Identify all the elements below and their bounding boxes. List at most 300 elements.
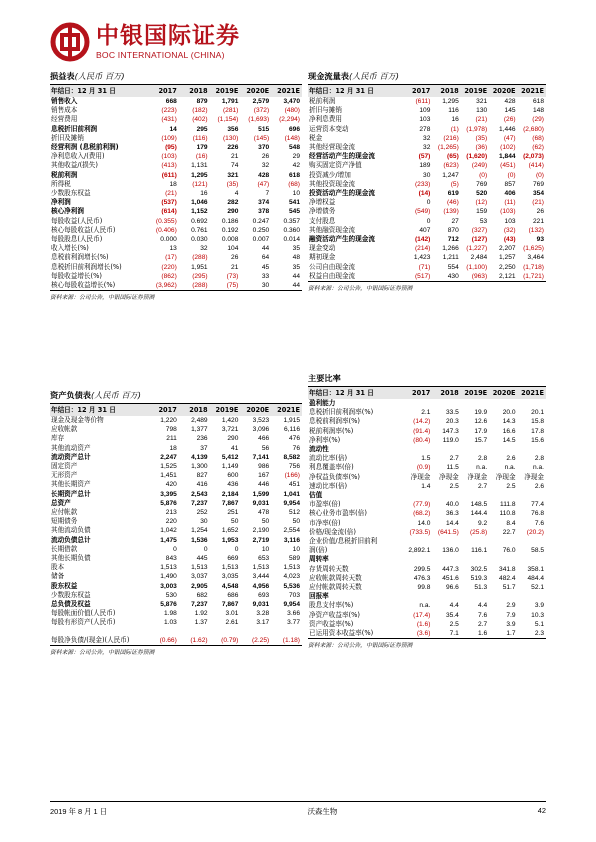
table-cell: 0.007 [252, 236, 270, 244]
table-row [50, 217, 302, 226]
table-cell: 116.1 [471, 547, 488, 555]
table-cell: (77.9) [413, 501, 431, 509]
row-label: 其他收益/(损失) [51, 161, 98, 170]
table-cell: 354 [532, 190, 544, 198]
table-cell: 109 [419, 107, 431, 115]
table-cell: 769 [532, 180, 544, 188]
table-cell: 0.692 [191, 217, 208, 225]
table-cell: 26 [536, 208, 544, 216]
table-cell: 295 [196, 125, 208, 133]
row-label: 其他流动资产 [51, 443, 91, 452]
table-row [308, 207, 546, 216]
row-label: 净权益负债率(%) [309, 472, 360, 481]
row-label: 市净率(倍) [309, 518, 341, 527]
row-label: 净利率(%) [309, 435, 341, 444]
table-cell: 4,023 [283, 573, 300, 581]
table-cell: 669 [227, 555, 239, 563]
row-label: 核心净利润 [51, 207, 84, 216]
table-cell: (214) [414, 245, 431, 253]
table-cell: 30 [423, 171, 431, 179]
table-cell: 1,953 [221, 536, 239, 544]
table-cell [404, 592, 432, 601]
table-cell: 428 [258, 171, 270, 179]
table-cell: (1,625) [523, 245, 544, 253]
table-row [50, 499, 302, 508]
table-cell: 290 [227, 435, 239, 443]
table-cell: (21) [475, 116, 488, 124]
table-cell: (32) [503, 226, 516, 234]
table-cell: 1.7 [506, 630, 516, 638]
table-row [50, 453, 302, 462]
table-cell: 11.5 [446, 464, 459, 472]
table-cell: 2,905 [191, 582, 208, 590]
table-cell: 96.6 [445, 584, 459, 592]
table-row [308, 629, 546, 638]
table-cell: (121) [192, 180, 208, 188]
table-cell: 7,141 [252, 453, 270, 461]
table-cell: 282 [227, 199, 239, 207]
table-row [308, 482, 546, 491]
table-cell: 2.3 [534, 630, 544, 638]
table-cell: (0.9) [416, 464, 431, 472]
table-cell [461, 555, 489, 564]
table-cell: 21 [231, 153, 239, 161]
table-cell: (103) [161, 153, 177, 161]
table-cell: 32 [200, 245, 208, 253]
table-cell: 148 [532, 107, 544, 115]
row-label: 周转率 [309, 555, 329, 564]
table-row [50, 97, 302, 106]
table-cell: (68.2) [413, 510, 431, 518]
table-cell: 37 [200, 444, 208, 452]
table-cell: 3,035 [221, 573, 239, 581]
table-cell: 1,220 [160, 417, 177, 424]
table-cell [518, 491, 546, 500]
balance-unit-text: (人民币 百万) [90, 390, 141, 400]
income-header-year: 2019E [215, 87, 239, 95]
balance-source-note: 资料来源：公司公告，中银国际证券预测 [50, 645, 302, 658]
table-cell: 77.4 [531, 501, 544, 509]
table-cell: 3.66 [287, 610, 300, 618]
table-cell: 22.7 [502, 528, 516, 536]
table-cell: 35 [292, 245, 300, 253]
table-cell: 1,513 [283, 564, 300, 572]
table-cell: (11) [504, 199, 516, 207]
table-row [308, 427, 546, 436]
table-cell: 0.761 [191, 226, 208, 234]
table-cell: 374 [258, 199, 270, 207]
table-row [308, 171, 546, 180]
ratios-source-note: 资料来源：公司公告，中银国际证券预测 [308, 638, 546, 651]
table-row [50, 263, 302, 272]
table-cell: 2,121 [499, 272, 516, 280]
table-row [50, 198, 302, 207]
table-cell: 484.4 [527, 574, 544, 582]
table-cell: 2.5 [449, 482, 459, 490]
table-cell: 1,490 [160, 573, 177, 581]
table-cell: (14.2) [413, 418, 431, 426]
table-cell: (43) [503, 236, 516, 244]
table-cell: 4,548 [221, 582, 239, 590]
table-cell: 226 [227, 144, 239, 152]
table-row [50, 471, 302, 480]
table-cell: 14.5 [502, 436, 516, 444]
table-cell [432, 399, 460, 408]
table-cell: 10 [292, 190, 300, 198]
table-cell: 5,876 [160, 601, 177, 609]
table-cell: 179 [196, 144, 208, 152]
table-cell: 2.6 [534, 482, 544, 490]
row-label: 净增权益 [309, 198, 336, 207]
table-row [308, 463, 546, 472]
ratios-header-year: 2017 [412, 389, 431, 397]
table-cell: 221 [532, 217, 544, 225]
table-cell: 428 [504, 98, 516, 105]
table-cell: 51.7 [502, 584, 516, 592]
row-label: 股息支付率(%) [309, 601, 354, 610]
table-cell: (57) [418, 153, 431, 161]
table-cell: (372) [253, 107, 270, 115]
table-cell: (402) [192, 116, 208, 124]
table-cell: 0.192 [221, 226, 239, 234]
table-cell: 358.1 [527, 565, 544, 573]
table-cell: 520 [476, 190, 488, 198]
table-cell: 1,247 [442, 171, 459, 179]
row-label: 总负债及权益 [51, 600, 91, 609]
table-cell: (109) [161, 134, 177, 142]
row-label: 折旧及摊销 [51, 133, 84, 142]
table-row [50, 545, 302, 554]
table-cell: 17.8 [531, 427, 544, 435]
table-cell: 0.357 [283, 217, 300, 225]
table-cell: (733.5) [409, 528, 431, 536]
table-cell: (295) [192, 272, 208, 280]
table-cell: (130) [222, 134, 239, 142]
table-cell: 1,423 [413, 254, 431, 262]
table-cell: (91.4) [413, 427, 431, 435]
row-label: 企业价值/息税折旧前利 [309, 537, 378, 546]
row-label: 少数股东权益 [51, 189, 91, 198]
row-label: 净利息费用 [309, 115, 342, 124]
row-label: 固定资产 [51, 462, 78, 471]
table-cell: (142) [414, 236, 431, 244]
table-cell: 416 [196, 481, 208, 489]
table-row [50, 582, 302, 591]
table-cell: 2,207 [499, 245, 516, 253]
table-cell: 30 [200, 518, 208, 526]
table-cell: 1,257 [499, 254, 516, 262]
table-row [308, 574, 546, 583]
row-label: 现金及现金等价物 [51, 416, 104, 424]
row-label: 息税前利润率(%) [309, 417, 360, 426]
table-cell: 26 [261, 153, 270, 161]
table-cell: (182) [192, 107, 208, 115]
table-cell: 1,377 [191, 426, 208, 434]
table-cell: 0 [203, 545, 208, 553]
table-row [308, 528, 546, 537]
table-cell: 554 [447, 263, 459, 271]
table-row [50, 244, 302, 253]
table-cell: 278 [419, 125, 431, 133]
ratios-panel [308, 372, 546, 651]
income-header-row [50, 85, 302, 97]
balance-header-label: 年结日：12 月 31 日 [51, 406, 116, 414]
table-cell: (614) [161, 208, 177, 216]
cashflow-header-year: 2020E [492, 87, 516, 95]
table-cell: 2,247 [160, 453, 177, 461]
table-cell: 3,003 [160, 582, 177, 590]
balance-header-year: 2019E [215, 406, 239, 414]
table-cell: 2,489 [191, 417, 208, 424]
table-cell: (1.18) [282, 636, 300, 644]
table-row [50, 416, 302, 425]
table-row [308, 491, 546, 500]
table-cell: 5.1 [534, 620, 544, 628]
table-cell: 1,951 [191, 263, 208, 271]
table-cell: 1,254 [191, 527, 208, 535]
table-cell: 3.77 [287, 619, 300, 627]
table-row [308, 253, 546, 262]
cashflow-panel [308, 70, 546, 294]
table-cell [461, 491, 489, 500]
footer-date: 2019 年 8 月 1 日 [50, 807, 108, 816]
table-cell: 9.2 [478, 519, 488, 527]
row-label: 应付帐款 [51, 508, 78, 517]
row-label: 期初现金 [309, 253, 336, 262]
table-cell: 3.28 [256, 610, 270, 618]
row-label: 权益自由现金流 [309, 271, 356, 280]
income-header-year: 2021E [277, 87, 300, 95]
row-label: 每股帐面价值(人民币) [51, 609, 116, 618]
table-cell: (62) [532, 144, 544, 152]
table-row [308, 125, 546, 134]
table-cell: 1,266 [442, 245, 459, 253]
table-cell: 51.3 [474, 584, 488, 592]
table-cell: 2.9 [506, 602, 516, 610]
row-label: 息税折旧前利润增长(%) [51, 262, 122, 271]
table-cell: 15.8 [531, 418, 544, 426]
table-cell: 50 [261, 518, 270, 526]
table-cell: 870 [447, 226, 459, 234]
table-cell: (0) [507, 171, 516, 179]
table-cell: 0 [426, 217, 431, 225]
row-label: 公司自由现金流 [309, 262, 356, 271]
table-cell: 7.1 [449, 630, 459, 638]
table-cell: 0.250 [252, 226, 270, 234]
table-cell: 15.6 [531, 436, 544, 444]
table-cell: 2,184 [221, 490, 239, 498]
table-cell: 476.3 [413, 574, 431, 582]
cashflow-title [308, 70, 546, 85]
table-cell: 1,131 [191, 162, 208, 170]
table-row [50, 253, 302, 262]
table-cell: 5,412 [221, 453, 239, 461]
ratios-title-text: 主要比率 [308, 373, 341, 383]
table-cell: (26) [503, 116, 516, 124]
row-label: 总资产 [51, 498, 71, 507]
table-cell: 519.3 [470, 574, 488, 582]
table-cell [404, 491, 432, 500]
table-cell: (431) [161, 116, 177, 124]
table-cell: 1,420 [221, 417, 239, 424]
table-cell: 35.4 [445, 611, 459, 619]
table-cell: 1.03 [163, 619, 177, 627]
table-cell: 58.5 [531, 547, 544, 555]
table-row [308, 546, 546, 555]
table-row [50, 636, 302, 645]
table-cell: 1,149 [221, 463, 239, 471]
cashflow-header-year: 2017 [412, 87, 431, 95]
table-row [308, 217, 546, 226]
table-cell: 53 [479, 217, 488, 225]
table-cell [404, 399, 432, 408]
table-cell: 3.9 [534, 602, 544, 610]
row-label: 已运用资本收益率(%) [309, 629, 374, 638]
table-cell: 111.8 [500, 501, 516, 509]
table-cell: 净现金 [439, 473, 459, 481]
table-cell: 16.6 [502, 427, 516, 435]
table-cell: 2,250 [499, 263, 516, 271]
row-label: 销售收入 [51, 97, 78, 105]
row-label: 经营费用 [51, 115, 78, 124]
table-row [50, 434, 302, 443]
row-label: 存货周转天数 [309, 564, 349, 573]
table-cell: 378 [258, 208, 270, 216]
table-row [50, 591, 302, 600]
income-unit-text: (人民币 百万) [74, 71, 125, 81]
spacer-row [50, 628, 302, 636]
table-cell: (47) [257, 180, 270, 188]
table-cell: (623) [443, 162, 459, 170]
table-cell: 14.3 [502, 418, 516, 426]
row-label: 应付帐款周转天数 [309, 583, 362, 592]
table-cell: 1,295 [442, 98, 459, 105]
table-cell [489, 491, 517, 500]
table-cell: (249) [471, 162, 488, 170]
footer-page-number: 42 [537, 806, 546, 815]
table-cell: (21) [532, 199, 544, 207]
table-cell: 9,954 [283, 601, 300, 609]
table-cell: 93 [536, 236, 544, 244]
table-cell: 3,116 [283, 536, 300, 544]
row-label: 盈利能力 [309, 399, 336, 407]
table-cell: (1,721) [523, 272, 544, 280]
row-label: 支付股息 [309, 216, 336, 225]
table-cell: n.a. [419, 602, 431, 610]
table-cell: 1,536 [191, 536, 208, 544]
row-label: 息税折旧前利润 [51, 124, 98, 133]
table-cell: (2,073) [523, 153, 544, 161]
table-cell: 2,484 [470, 254, 488, 262]
table-cell: 147.3 [442, 427, 459, 435]
row-label: 应收帐款周转天数 [309, 573, 362, 582]
row-label: 所得税 [51, 179, 71, 188]
row-label: 利息覆盖率(倍) [309, 463, 354, 472]
table-cell: 1.5 [421, 455, 431, 463]
table-cell: (2,680) [523, 125, 544, 133]
table-cell: (216) [443, 134, 459, 142]
table-cell: 3,096 [252, 426, 270, 434]
row-label: 短期债务 [51, 517, 78, 526]
table-cell: 3,395 [160, 490, 177, 498]
table-cell: (3,962) [155, 282, 177, 290]
table-cell: (451) [500, 162, 516, 170]
table-row [308, 611, 546, 620]
table-row [308, 500, 546, 509]
row-label: 其他流动负债 [51, 526, 91, 535]
income-header-year: 2020E [246, 87, 270, 95]
logo-chinese-name: 中银国际证券 [96, 22, 240, 49]
table-cell: (414) [528, 162, 544, 170]
table-cell: 2.5 [506, 482, 516, 490]
table-cell: (413) [161, 162, 177, 170]
income-table [50, 85, 302, 290]
table-cell: (95) [165, 144, 177, 152]
table-cell: 1,211 [442, 254, 459, 262]
table-cell: 27 [451, 217, 459, 225]
row-label: 现金变动 [309, 244, 336, 253]
cashflow-unit-text: (人民币 百万) [348, 71, 399, 81]
table-row [50, 125, 302, 134]
table-row [308, 408, 546, 417]
row-label: 税前利润 [309, 97, 336, 105]
table-cell: 26 [231, 254, 239, 262]
table-cell: 8.4 [506, 519, 516, 527]
table-cell: 1,042 [160, 527, 177, 535]
table-cell: 44 [292, 272, 300, 280]
table-cell: 5,536 [283, 582, 300, 590]
table-cell: (0.355) [155, 217, 177, 225]
row-label: 股本 [51, 563, 65, 572]
row-label: 市盈率(倍) [309, 500, 341, 509]
table-cell: 0.014 [283, 236, 300, 244]
table-row [50, 618, 302, 627]
balance-header-year: 2018 [189, 406, 208, 414]
table-cell: 2.1 [421, 409, 431, 417]
table-cell: 1,791 [221, 98, 239, 105]
table-cell: 4.4 [478, 602, 488, 610]
table-cell: 0.247 [252, 217, 270, 225]
table-row [308, 115, 546, 124]
table-cell: 16 [200, 190, 208, 198]
table-cell: (127) [471, 236, 488, 244]
row-label: 每股有形资产(人民币) [51, 618, 116, 627]
table-row [50, 161, 302, 170]
table-row [308, 519, 546, 528]
table-cell: 15.7 [474, 436, 488, 444]
table-cell: 4,956 [252, 582, 270, 590]
table-cell: 843 [165, 555, 177, 563]
row-label: 销售成本 [51, 106, 78, 115]
table-cell: (80.4) [413, 436, 431, 444]
boc-logo-icon [50, 22, 90, 62]
table-cell: 0 [426, 199, 431, 207]
cashflow-title-text: 现金流量表 [308, 71, 349, 81]
table-cell: (0.406) [155, 226, 177, 234]
table-cell: 0 [173, 545, 177, 553]
table-cell: 0.360 [283, 226, 300, 234]
table-cell: 10.3 [531, 611, 544, 619]
table-cell: (166) [284, 472, 300, 480]
table-cell: (223) [161, 107, 177, 115]
table-row [308, 263, 546, 272]
table-cell: 64 [261, 254, 270, 262]
table-cell: 668 [165, 98, 177, 105]
table-cell [518, 555, 546, 564]
table-cell: 32 [423, 144, 431, 152]
balance-title-text: 资产负债表 [50, 390, 91, 400]
table-row [308, 272, 546, 281]
